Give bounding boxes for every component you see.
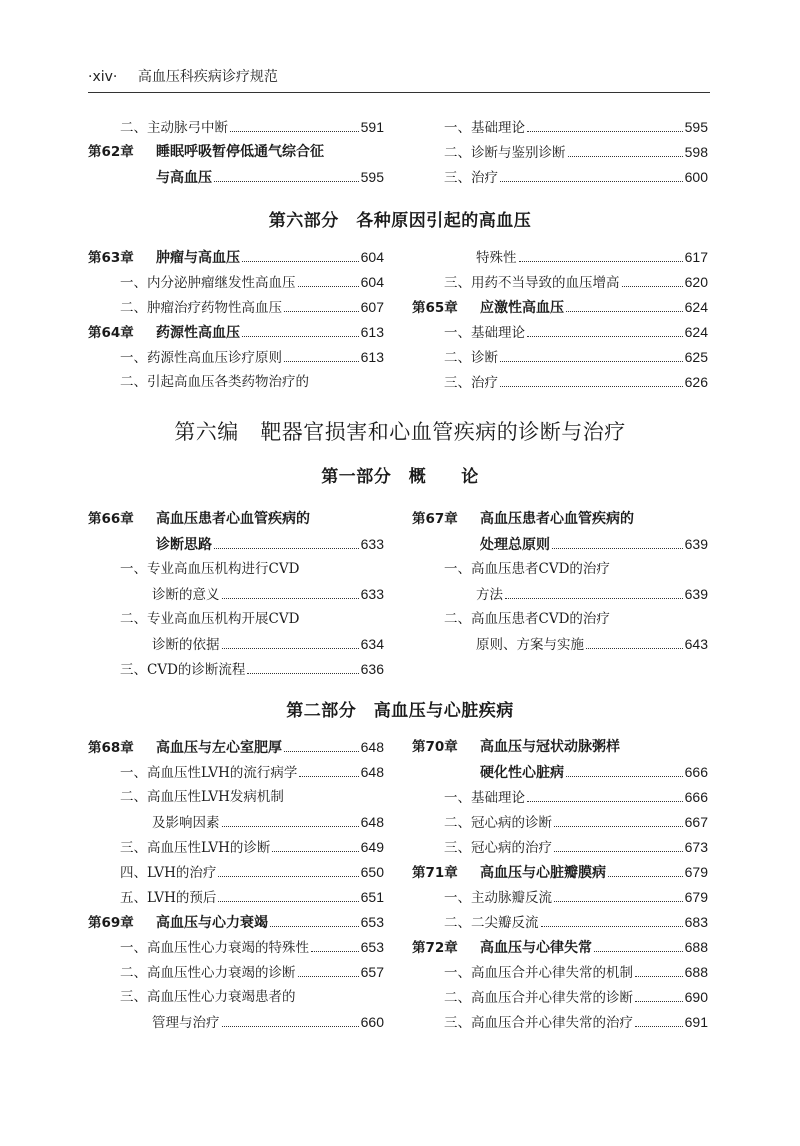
page-number: 653: [360, 939, 384, 955]
toc-section-entry[interactable]: [412, 985, 708, 1010]
toc-chapter-entry: [88, 140, 384, 165]
chapter-heading: [412, 861, 606, 886]
chapter-heading: [88, 140, 324, 165]
toc-section-entry[interactable]: [88, 960, 384, 985]
page-number: 617: [684, 249, 708, 265]
toc-chapter-entry[interactable]: [88, 532, 384, 557]
toc-entry-row: [412, 985, 708, 1011]
section-title: 诊断的意义: [152, 587, 220, 603]
section-title: 一、高血压性心力衰竭的特殊性: [120, 940, 309, 956]
section-title: 二、高血压合并心律失常的诊断: [444, 990, 633, 1006]
toc-entry-row: [88, 245, 384, 271]
section-title: 三、冠心病的治疗: [444, 840, 552, 856]
block4-left: [88, 735, 384, 1035]
chapter-title: 药源性高血压: [156, 325, 240, 341]
page-number: 651: [360, 889, 384, 905]
toc-chapter-entry[interactable]: [88, 165, 384, 190]
block1-right: [412, 115, 708, 190]
toc-section-entry[interactable]: [412, 165, 708, 190]
leader-dots: [284, 751, 359, 752]
page-number: 595: [360, 169, 384, 185]
leader-dots: [527, 336, 683, 337]
toc-entry-row: [412, 785, 708, 811]
leader-dots: [554, 901, 683, 902]
chapter-heading: [412, 507, 634, 532]
toc-entry-row: [88, 785, 384, 810]
leader-dots: [284, 311, 359, 312]
chapter-number: 第64章: [88, 325, 134, 341]
toc-entry-row: [412, 910, 708, 936]
toc-entry-row: [88, 735, 384, 761]
chapter-number: 第69章: [88, 915, 134, 931]
leader-dots: [242, 336, 359, 337]
toc-entry-row: [88, 657, 384, 683]
leader-dots: [554, 851, 683, 852]
page-number: 626: [684, 374, 708, 390]
toc-entry-row: [88, 810, 384, 836]
toc-section-entry[interactable]: [412, 785, 708, 810]
section-title: 五、LVH的预后: [120, 890, 217, 906]
page-number: 691: [684, 1014, 708, 1030]
toc-chapter-entry[interactable]: [412, 295, 708, 320]
toc-entry-row: [412, 960, 708, 986]
chapter-heading: [412, 533, 550, 558]
block1-left: [88, 115, 384, 190]
toc-entry-row: [88, 632, 384, 658]
chapter-heading: [412, 761, 564, 786]
toc-section-entry[interactable]: [412, 960, 708, 985]
toc-entry-row: [88, 860, 384, 886]
section-title: 二、肿瘤治疗药物性高血压: [120, 300, 282, 316]
section-title: 二、高血压患者CVD的治疗: [444, 611, 610, 627]
chapter-heading: [412, 936, 592, 961]
chapter-title: 高血压患者心血管疾病的: [480, 511, 634, 527]
chapter-title: 高血压患者心血管疾病的: [156, 511, 310, 527]
page-number: 679: [684, 864, 708, 880]
toc-entry-row: [412, 320, 708, 346]
toc-section-entry[interactable]: [88, 810, 384, 835]
section-title: 一、内分泌肿瘤继发性高血压: [120, 275, 296, 291]
toc-section-entry[interactable]: [88, 632, 384, 657]
toc-entry-row: [88, 507, 384, 532]
section-title: 二、二尖瓣反流: [444, 915, 539, 931]
section-title: 一、高血压患者CVD的治疗: [444, 561, 610, 577]
leader-dots: [622, 286, 683, 287]
toc-entry-row: [412, 370, 708, 396]
toc-entry-row: [412, 507, 708, 532]
toc-entry-row: [412, 885, 708, 911]
toc-section-entry[interactable]: [412, 345, 708, 370]
leader-dots: [214, 548, 359, 549]
book-title: 高血压科疾病诊疗规范: [137, 69, 278, 85]
toc-section-entry[interactable]: [88, 582, 384, 607]
toc-section-entry[interactable]: [88, 657, 384, 682]
toc-entry-row: [88, 760, 384, 786]
leader-dots: [272, 851, 358, 852]
page-number: 625: [684, 349, 708, 365]
leader-dots: [586, 648, 683, 649]
chapter-heading: [88, 166, 212, 191]
chapter-number: 第68章: [88, 740, 134, 756]
chapter-heading: [88, 321, 240, 346]
page-number: 653: [360, 914, 384, 930]
page-number: 666: [684, 789, 708, 805]
section-title: 四、LVH的治疗: [120, 865, 217, 881]
toc-entry-row: [88, 885, 384, 911]
page-number: 636: [360, 661, 384, 677]
section-title: 二、高血压性心力衰竭的诊断: [120, 965, 296, 981]
toc-section-entry[interactable]: [88, 885, 384, 910]
page-number: 666: [684, 764, 708, 780]
page-number: 639: [684, 536, 708, 552]
page-number: 604: [360, 249, 384, 265]
page-number: 648: [360, 739, 384, 755]
toc-chapter-entry[interactable]: [88, 910, 384, 935]
toc-entry-row: [412, 115, 708, 141]
section-title: 一、高血压性LVH的流行病学: [120, 765, 298, 781]
page-number: 613: [360, 349, 384, 365]
toc-section-entry[interactable]: [412, 320, 708, 345]
section-title: 管理与治疗: [152, 1015, 220, 1031]
toc-section-entry: [88, 370, 384, 395]
toc-section-entry: [412, 557, 708, 582]
toc-entry-row: [88, 270, 384, 296]
toc-chapter-entry[interactable]: [88, 320, 384, 345]
section-title: 一、药源性高血压诊疗原则: [120, 350, 282, 366]
toc-entry-row: [88, 985, 384, 1010]
leader-dots: [214, 181, 359, 182]
toc-section-entry: [88, 985, 384, 1010]
toc-entry-row: [88, 345, 384, 371]
section-title: 一、基础理论: [444, 790, 525, 806]
toc-entry-row: [412, 270, 708, 296]
leader-dots: [222, 826, 359, 827]
chapter-heading: [88, 736, 282, 761]
chapter-number: 第67章: [412, 511, 458, 527]
leader-dots: [635, 1001, 683, 1002]
leader-dots: [635, 976, 683, 977]
toc-section-entry[interactable]: [88, 115, 384, 140]
leader-dots: [505, 598, 683, 599]
toc-entry-row: [88, 532, 384, 558]
chapter-title: 睡眠呼吸暂停低通气综合征: [156, 144, 324, 160]
page-number: 683: [684, 914, 708, 930]
toc-section-entry[interactable]: [88, 935, 384, 960]
toc-section-entry[interactable]: [412, 835, 708, 860]
toc-section-entry[interactable]: [412, 632, 708, 657]
page-number: 604: [360, 274, 384, 290]
leader-dots: [552, 548, 683, 549]
toc-entry-row: [412, 835, 708, 861]
toc-entry-row: [412, 165, 708, 191]
toc-section-entry[interactable]: [412, 115, 708, 140]
leader-dots: [527, 131, 683, 132]
section-title: 二、冠心病的诊断: [444, 815, 552, 831]
chapter-title: 硬化性心脏病: [480, 765, 564, 781]
section-title: 三、高血压性LVH的诊断: [120, 840, 271, 856]
section-title: 二、主动脉弓中断: [120, 120, 228, 136]
toc-section-entry: [412, 607, 708, 632]
section-title: 二、诊断: [444, 350, 498, 366]
toc-entry-row: [412, 1010, 708, 1036]
running-header: [88, 66, 278, 86]
section-title: 及影响因素: [152, 815, 220, 831]
section-title: 三、治疗: [444, 170, 498, 186]
chapter-number: 第65章: [412, 300, 458, 316]
section-title: 一、基础理论: [444, 325, 525, 341]
page-number: 598: [684, 144, 708, 160]
page-number: 648: [360, 814, 384, 830]
toc-entry-row: [412, 760, 708, 786]
leader-dots: [635, 1026, 683, 1027]
toc-entry-row: [88, 165, 384, 191]
toc-entry-row: [88, 910, 384, 936]
chapter-number: 第62章: [88, 144, 134, 160]
toc-chapter-entry: [412, 507, 708, 532]
section-title: 诊断的依据: [152, 637, 220, 653]
chapter-title: 与高血压: [156, 170, 212, 186]
toc-section-entry[interactable]: [412, 370, 708, 395]
section-title: 一、基础理论: [444, 120, 525, 136]
toc-chapter-entry[interactable]: [88, 245, 384, 270]
section-title: 特殊性: [476, 250, 517, 266]
leader-dots: [242, 261, 359, 262]
chapter-title: 肿瘤与高血压: [156, 250, 240, 266]
section-title: 原则、方案与实施: [476, 637, 584, 653]
toc-chapter-entry: [88, 507, 384, 532]
section-title: 一、专业高血压机构进行CVD: [120, 561, 300, 577]
section-title: 一、主动脉瓣反流: [444, 890, 552, 906]
section-title: 三、用药不当导致的血压增高: [444, 275, 620, 291]
section-title: 方法: [476, 587, 503, 603]
chapter-heading: [412, 735, 620, 760]
page-number: 634: [360, 636, 384, 652]
chapter-title: 高血压与左心室肥厚: [156, 740, 282, 756]
leader-dots: [594, 951, 683, 952]
toc-entry-row: [412, 935, 708, 961]
toc-entry-row: [412, 345, 708, 371]
section-title: 三、CVD的诊断流程: [120, 662, 246, 678]
toc-entry-row: [88, 115, 384, 141]
page-number: 648: [360, 764, 384, 780]
toc-section-entry: [88, 607, 384, 632]
page-number: 667: [684, 814, 708, 830]
block2-left: [88, 245, 384, 395]
page-number: 643: [684, 636, 708, 652]
page-number: 690: [684, 989, 708, 1005]
block3-left: [88, 507, 384, 682]
toc-entry-row: [412, 140, 708, 166]
toc-section-entry: [88, 785, 384, 810]
leader-dots: [247, 673, 358, 674]
toc-section-entry[interactable]: [88, 835, 384, 860]
toc-entry-row: [412, 632, 708, 658]
leader-dots: [519, 261, 683, 262]
header-rule: [88, 92, 710, 93]
toc-entry-row: [88, 557, 384, 582]
page-number: 624: [684, 324, 708, 340]
toc-entry-row: [88, 370, 384, 395]
chapter-title: 高血压与心力衰竭: [156, 915, 268, 931]
page-number: 660: [360, 1014, 384, 1030]
leader-dots: [500, 181, 683, 182]
leader-dots: [500, 386, 683, 387]
page-number: 673: [684, 839, 708, 855]
chapter-number: 第72章: [412, 940, 458, 956]
page-number: 650: [360, 864, 384, 880]
leader-dots: [284, 361, 359, 362]
leader-dots: [222, 598, 359, 599]
leader-dots: [554, 826, 683, 827]
leader-dots: [311, 951, 359, 952]
toc-chapter-entry[interactable]: [412, 935, 708, 960]
page-folio: ·xiv·: [88, 69, 118, 85]
toc-entry-row: [88, 140, 384, 165]
part-title-1: 第一部分 概 论: [321, 467, 479, 487]
toc-entry-row: [88, 320, 384, 346]
chapter-heading: [88, 533, 212, 558]
toc-section-entry[interactable]: [412, 270, 708, 295]
page-number: 624: [684, 299, 708, 315]
chapter-number: 第66章: [88, 511, 134, 527]
part-title-6: 第六部分 各种原因引起的高血压: [268, 211, 532, 231]
chapter-heading: [88, 507, 310, 532]
section-title: 二、诊断与鉴别诊断: [444, 145, 566, 161]
leader-dots: [566, 776, 683, 777]
volume-title-6: 第六编 靶器官损害和心血管疾病的诊断与治疗: [174, 420, 626, 444]
toc-entry-row: [412, 735, 708, 760]
toc-entry-row: [88, 582, 384, 608]
chapter-title: 处理总原则: [480, 537, 550, 553]
chapter-heading: [412, 296, 564, 321]
chapter-title: 诊断思路: [156, 537, 212, 553]
toc-section-entry[interactable]: [412, 140, 708, 165]
page-number: 688: [684, 939, 708, 955]
leader-dots: [298, 286, 359, 287]
toc-section-entry[interactable]: [412, 582, 708, 607]
toc-entry-row: [88, 607, 384, 632]
toc-section-entry[interactable]: [412, 245, 708, 270]
toc-section-entry[interactable]: [88, 345, 384, 370]
toc-entry-row: [412, 557, 708, 582]
toc-entry-row: [412, 295, 708, 321]
toc-chapter-entry: [412, 735, 708, 760]
chapter-title: 应激性高血压: [480, 300, 564, 316]
leader-dots: [566, 311, 683, 312]
leader-dots: [500, 361, 683, 362]
leader-dots: [608, 876, 683, 877]
toc-section-entry[interactable]: [412, 1010, 708, 1035]
toc-entry-row: [412, 245, 708, 271]
toc-section-entry[interactable]: [88, 760, 384, 785]
section-title: 一、高血压合并心律失常的机制: [444, 965, 633, 981]
page-number: 688: [684, 964, 708, 980]
page-number: 600: [684, 169, 708, 185]
leader-dots: [270, 926, 359, 927]
section-title: 三、高血压合并心律失常的治疗: [444, 1015, 633, 1031]
toc-entry-row: [412, 532, 708, 558]
toc-entry-row: [412, 582, 708, 608]
leader-dots: [299, 776, 358, 777]
toc-entry-row: [88, 295, 384, 321]
toc-section-entry[interactable]: [412, 885, 708, 910]
page-number: 595: [684, 119, 708, 135]
page-number: 639: [684, 586, 708, 602]
leader-dots: [527, 801, 683, 802]
page-number: 633: [360, 586, 384, 602]
toc-section-entry: [88, 557, 384, 582]
section-title: 二、专业高血压机构开展CVD: [120, 611, 300, 627]
leader-dots: [298, 976, 359, 977]
toc-section-entry[interactable]: [412, 910, 708, 935]
toc-entry-row: [412, 607, 708, 632]
toc-section-entry[interactable]: [88, 295, 384, 320]
page-number: 679: [684, 889, 708, 905]
block3-right: [412, 507, 708, 657]
page-number: 649: [360, 839, 384, 855]
toc-section-entry[interactable]: [88, 860, 384, 885]
leader-dots: [222, 1026, 359, 1027]
chapter-heading: [88, 911, 268, 936]
section-title: 三、高血压性心力衰竭患者的: [120, 989, 296, 1005]
block2-right: [412, 245, 708, 395]
toc-chapter-entry[interactable]: [412, 860, 708, 885]
part-title-2: 第二部分 高血压与心脏疾病: [286, 701, 514, 721]
toc-entry-row: [88, 1010, 384, 1036]
chapter-title: 高血压与冠状动脉粥样: [480, 739, 620, 755]
leader-dots: [568, 156, 683, 157]
leader-dots: [218, 876, 358, 877]
chapter-title: 高血压与心脏瓣膜病: [480, 865, 606, 881]
toc-entry-row: [412, 810, 708, 836]
toc-chapter-entry[interactable]: [412, 760, 708, 785]
page-number: 613: [360, 324, 384, 340]
section-title: 三、治疗: [444, 375, 498, 391]
chapter-number: 第70章: [412, 739, 458, 755]
toc-section-entry[interactable]: [412, 810, 708, 835]
page-number: 620: [684, 274, 708, 290]
leader-dots: [230, 131, 359, 132]
page-number: 591: [360, 119, 384, 135]
toc-entry-row: [412, 860, 708, 886]
toc-entry-row: [88, 960, 384, 986]
section-title: 二、高血压性LVH发病机制: [120, 789, 284, 805]
page-number: 607: [360, 299, 384, 315]
toc-section-entry[interactable]: [88, 1010, 384, 1035]
leader-dots: [541, 926, 683, 927]
block4-right: [412, 735, 708, 1035]
toc-entry-row: [88, 935, 384, 961]
toc-chapter-entry[interactable]: [88, 735, 384, 760]
page-number: 657: [360, 964, 384, 980]
page-number: 633: [360, 536, 384, 552]
toc-section-entry[interactable]: [88, 270, 384, 295]
leader-dots: [222, 648, 359, 649]
chapter-title: 高血压与心律失常: [480, 940, 592, 956]
chapter-heading: [88, 246, 240, 271]
toc-chapter-entry[interactable]: [412, 532, 708, 557]
chapter-number: 第71章: [412, 865, 458, 881]
section-title: 二、引起高血压各类药物治疗的: [120, 374, 309, 390]
leader-dots: [218, 901, 358, 902]
toc-entry-row: [88, 835, 384, 861]
chapter-number: 第63章: [88, 250, 134, 266]
